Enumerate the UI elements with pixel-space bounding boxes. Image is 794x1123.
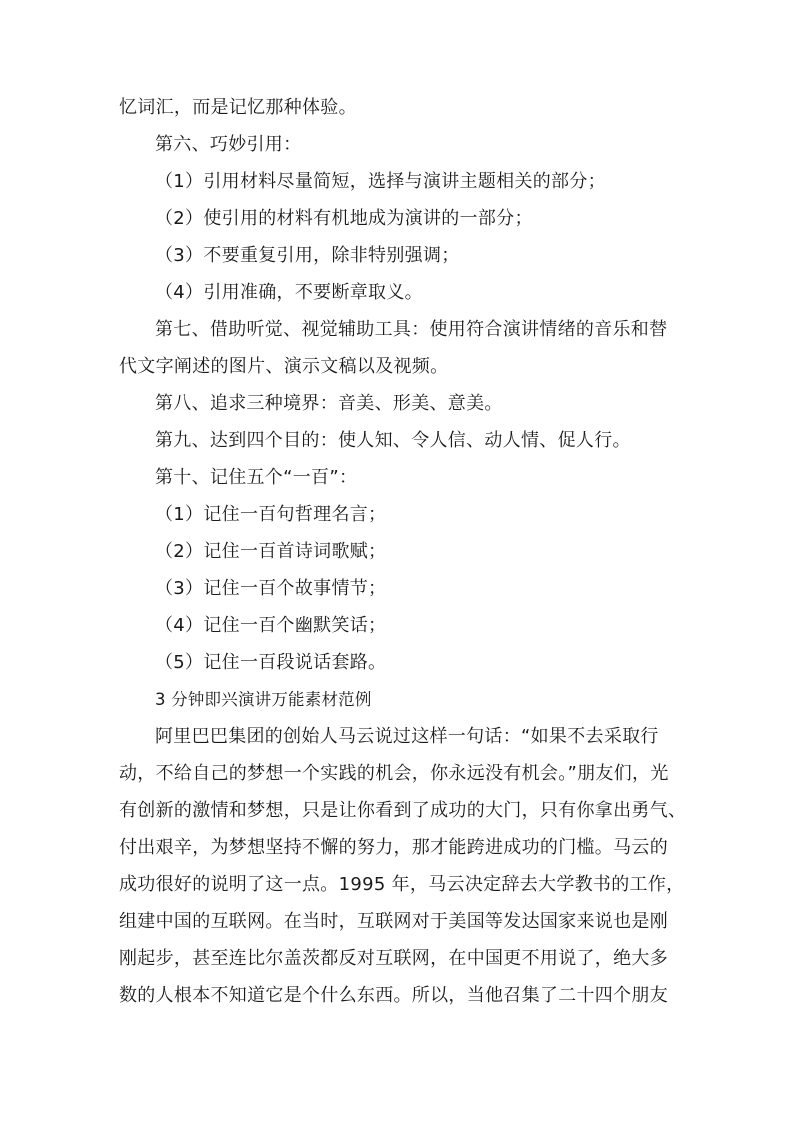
section-heading: 第十、记住五个“一百”： [155, 467, 358, 488]
paragraph-line: 付出艰辛，为梦想坚持不懈的努力，那才能跨进成功的门槛。马云的 [119, 837, 668, 858]
section-heading: 第九、达到四个目的：使人知、令人信、动人情、促人行。 [155, 430, 631, 451]
paragraph-line: 组建中国的互联网。在当时，互联网对于美国等发达国家来说也是刚 [119, 911, 668, 932]
paragraph-line: 有创新的激情和梦想，只是让你看到了成功的大门，只有你拿出勇气、 [119, 800, 687, 821]
list-item: （3）记住一百个故事情节； [155, 578, 387, 599]
list-item: （5）记住一百段说话套路。 [155, 652, 387, 673]
text-line: 忆词汇，而是记忆那种体验。 [119, 97, 357, 118]
section-heading: 第八、追求三种境界：音美、形美、意美。 [155, 393, 503, 414]
list-item: （3）不要重复引用，除非特别强调； [155, 245, 460, 266]
paragraph-line: 阿里巴巴集团的创始人马云说过这样一句话：“如果不去采取行 [155, 726, 659, 747]
paragraph-line: 动，不给自己的梦想一个实践的机会，你永远没有机会。”朋友们，光 [119, 763, 669, 784]
section-heading: 第六、巧妙引用： [155, 134, 302, 155]
list-item: （4）引用准确，不要断章取义。 [155, 282, 423, 303]
list-item: （4）记住一百个幽默笑话； [155, 615, 387, 636]
list-item: （2）记住一百首诗词歌赋； [155, 541, 387, 562]
list-item: （2）使引用的材料有机地成为演讲的一部分； [155, 208, 533, 229]
section-title: 3 分钟即兴演讲万能素材范例 [155, 690, 372, 709]
paragraph-line: 数的人根本不知道它是个什么东西。所以，当他召集了二十四个朋友 [119, 985, 668, 1006]
paragraph-line: 成功很好的说明了这一点。1995 年，马云决定辞去大学教书的工作， [119, 874, 685, 895]
section-heading: 第七、借助听觉、视觉辅助工具：使用符合演讲情绪的音乐和替 [155, 319, 668, 340]
paragraph-line: 刚起步，甚至连比尔盖茨都反对互联网，在中国更不用说了，绝大多 [119, 948, 668, 969]
list-item: （1）引用材料尽量简短，选择与演讲主题相关的部分； [155, 171, 606, 192]
text-line: 代文字阐述的图片、演示文稿以及视频。 [119, 356, 449, 377]
list-item: （1）记住一百句哲理名言； [155, 504, 387, 525]
